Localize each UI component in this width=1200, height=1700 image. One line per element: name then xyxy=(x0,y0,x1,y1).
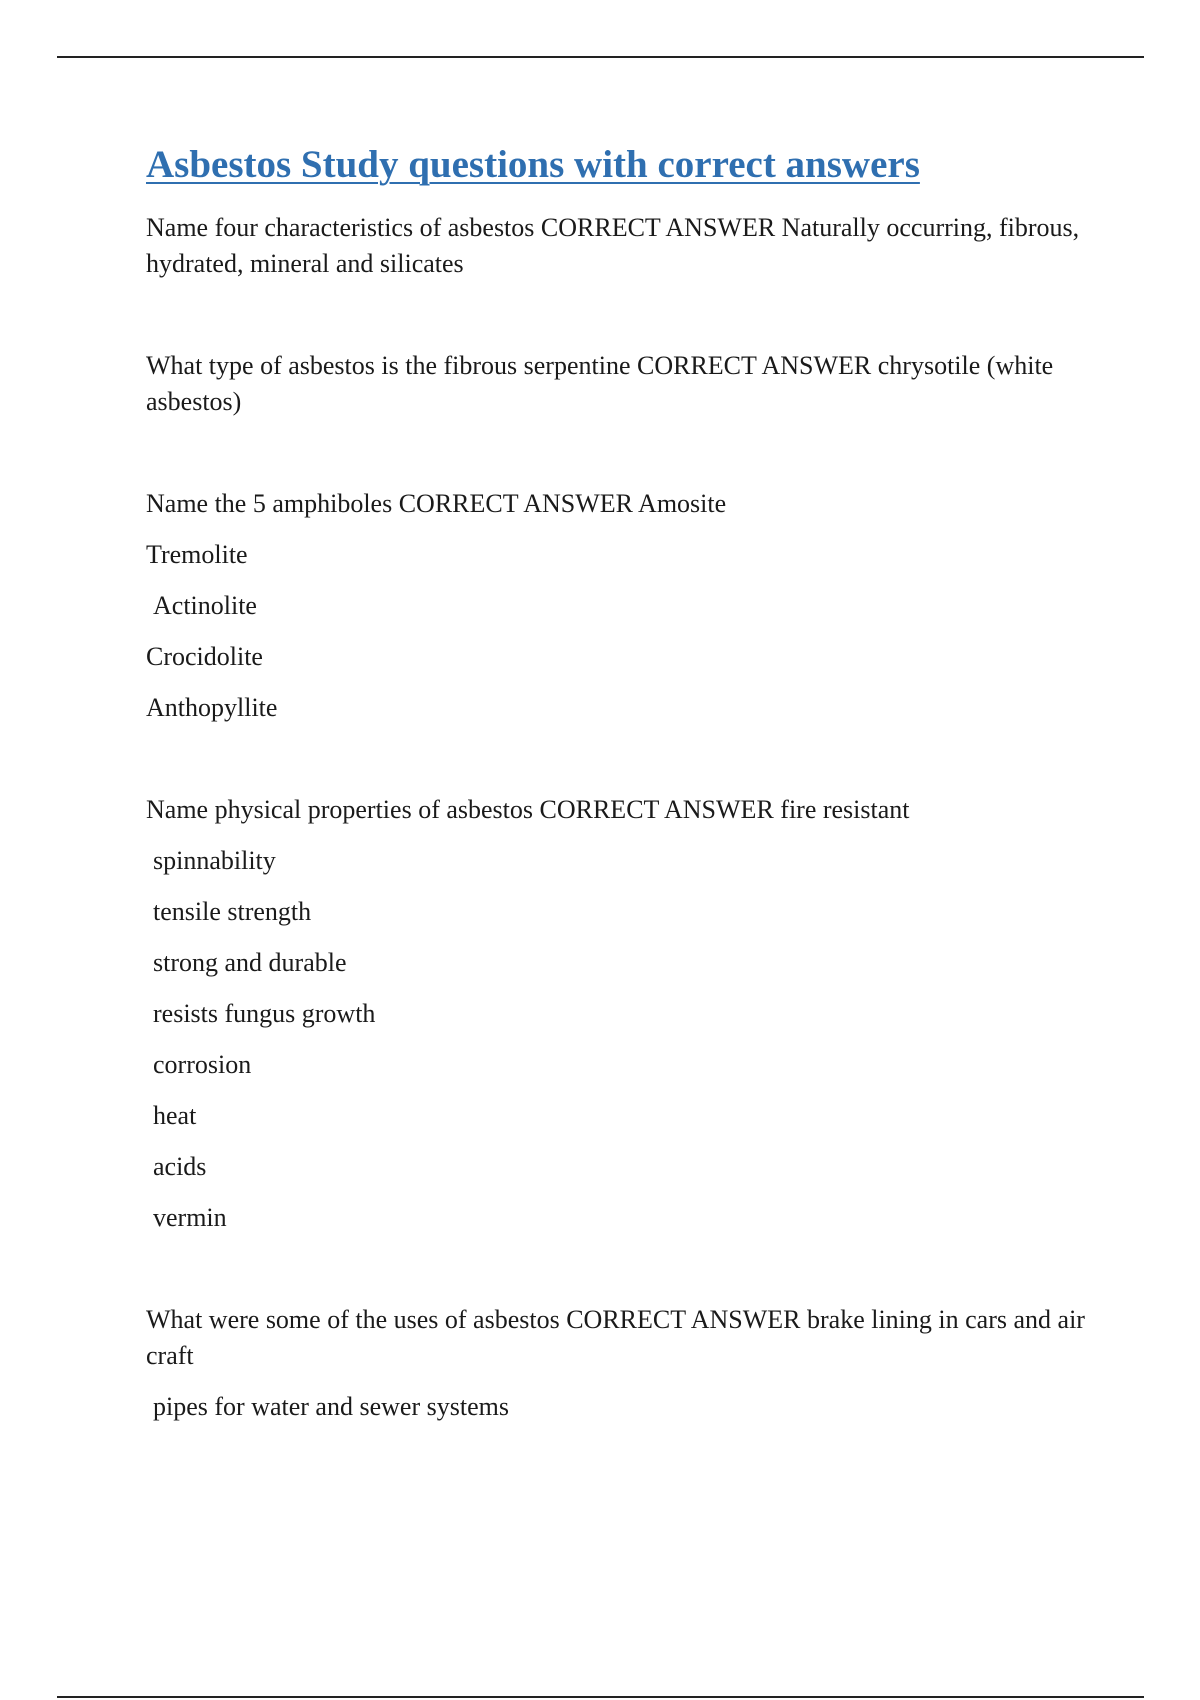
question-text: What type of asbestos is the fibrous serpentine CORRECT ANSWER chrysotile (white asbestos) xyxy=(146,351,1054,416)
answer-item: strong and durable xyxy=(153,948,347,977)
question-block xyxy=(146,486,1101,726)
answer-item: Crocidolite xyxy=(146,642,263,671)
answer-item: acids xyxy=(153,1152,207,1181)
question-text: What were some of the uses of asbestos CORRECT ANSWER brake lining in cars and air craft xyxy=(146,1305,1085,1370)
answer-item: tensile strength xyxy=(153,897,312,926)
question-text: Name physical properties of asbestos CORRECT ANSWER fire resistant xyxy=(146,795,910,824)
document-body xyxy=(146,142,1101,1425)
answer-item: Actinolite xyxy=(153,591,257,620)
answer-item: spinnability xyxy=(153,846,276,875)
question-block xyxy=(146,1302,1101,1425)
question-block xyxy=(146,348,1101,420)
answer-item: resists fungus growth xyxy=(153,999,376,1028)
answer-item: vermin xyxy=(153,1203,227,1232)
top-rule xyxy=(57,56,1144,58)
question-text: Name four characteristics of asbestos CORRECT ANSWER Naturally occurring, fibrous, hydrated, mineral and silicates xyxy=(146,213,1080,278)
answer-item: heat xyxy=(153,1101,197,1130)
document-title: Asbestos Study questions with correct answers xyxy=(146,143,920,186)
answer-item: pipes for water and sewer systems xyxy=(153,1392,509,1421)
bottom-rule xyxy=(57,1696,1144,1698)
question-block xyxy=(146,210,1101,282)
answer-item: Tremolite xyxy=(146,540,248,569)
question-text: Name the 5 amphiboles CORRECT ANSWER Amosite xyxy=(146,489,727,518)
answer-item: Anthopyllite xyxy=(146,693,278,722)
question-block xyxy=(146,792,1101,1236)
answer-item: corrosion xyxy=(153,1050,252,1079)
